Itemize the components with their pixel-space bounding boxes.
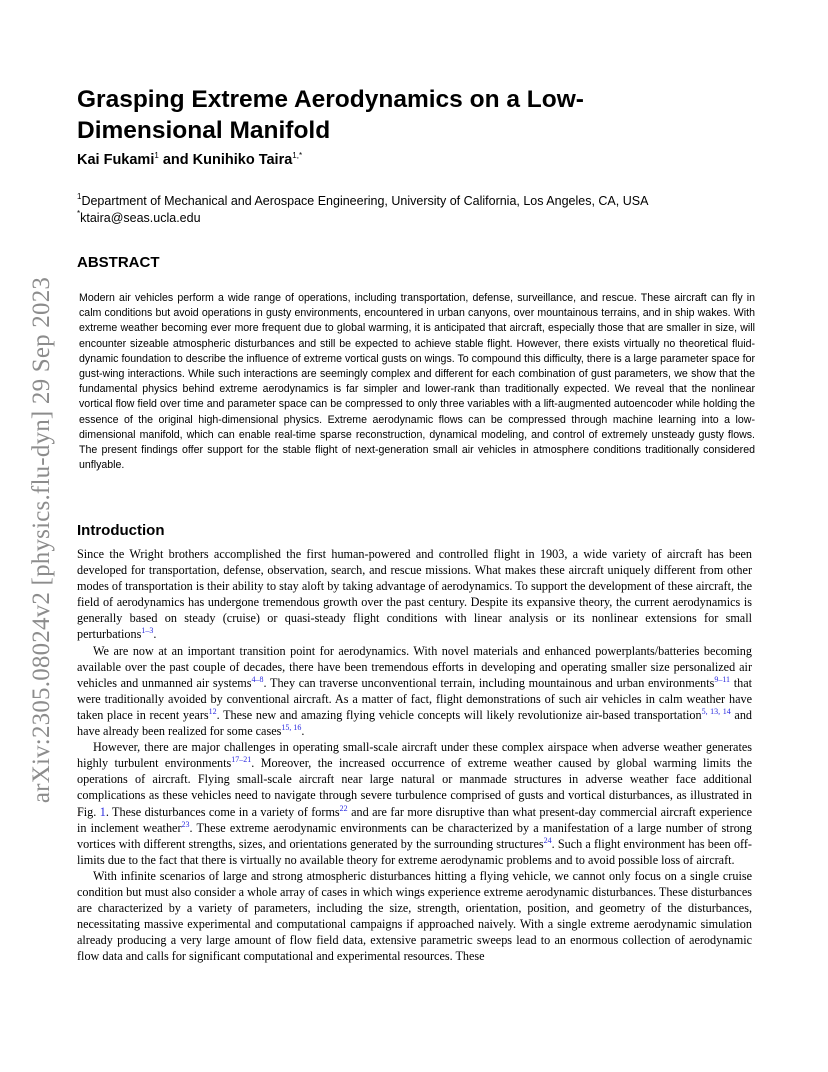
- paragraph: [77, 643, 752, 740]
- author-name: Kunihiko Taira: [192, 152, 293, 168]
- paragraph-text: .: [153, 627, 157, 642]
- affiliation-mark: 1: [77, 192, 82, 201]
- paragraph-text: . Moreover, the increased occurrence of extreme weather caused by global warming limits the operations of aircraft. Flying small-scale aircraft near large natural or manmade structures in adverse weather face additional complications as these vehicles need to navigate through severe turbulence comprised of gusts and vortical disturbances, as illustrated in Fig.: [77, 756, 752, 819]
- citation-link[interactable]: 5, 13, 14: [701, 706, 731, 716]
- paragraph-text: We are now at an important transition point for aerodynamics. With novel materials and enhanced powerplants/batteries becoming available over the past couple of decades, there have been tremendous efforts in developing and operating smaller size personalized air vehicles and unmanned air systems: [77, 643, 752, 690]
- corresponding-mark: *: [77, 209, 81, 218]
- arxiv-sidebar-stamp: [22, 245, 62, 835]
- paragraph-text: With infinite scenarios of large and strong atmospheric disturbances hitting a flying vehicle, we cannot only focus on a single cruise condition but must also consider a whole array of cases in which wings experience extreme aerodynamic disturbances. These disturbances are characterized by a variety of parameters, including the size, strength, orientation, position, and geometry of the disturbances, necessitating massive experimental and computational campaigns if approached naively. With a single extreme aerodynamic simulation already producing a very large amount of flow field data, extensive parametric sweeps lead to an enormous collection of aerodynamic flow data and calls for significant computational and experimental resources. These: [77, 868, 752, 964]
- author-affiliation-mark: 1: [154, 151, 159, 160]
- paragraph-text: .: [301, 724, 305, 739]
- author-name: Kai Fukami: [77, 152, 155, 168]
- citation-link[interactable]: 17–21: [231, 755, 252, 765]
- paragraph-text: . Such a flight environment has been off-limits due to the fact that there is virtually no available theory for extreme aerodynamic problems and to avoid possible loss of aircraft.: [77, 836, 752, 867]
- author-affiliation-mark: 1,*: [292, 151, 303, 160]
- paragraph-text: and are far more disruptive than what present-day commercial aircraft experience in inclement weather: [77, 804, 752, 835]
- citation-link[interactable]: 24: [543, 835, 552, 845]
- author-joiner: and: [158, 152, 193, 168]
- citation-link[interactable]: 22: [339, 803, 348, 813]
- affiliation-text: Department of Mechanical and Aerospace Engineering, University of California, Los Angeles, CA, USA: [81, 194, 649, 208]
- paragraph-text: that were traditionally avoided by conventional aircraft. As a matter of fact, flight demonstrations of such air vehicles in calm weather have taken place in recent years: [77, 675, 753, 722]
- author-list: [77, 152, 302, 168]
- paragraph: [77, 546, 752, 643]
- introduction-heading: Introduction: [77, 522, 165, 539]
- paragraph-text: Since the Wright brothers accomplished the first human-powered and controlled flight in 1903, a wide variety of aircraft has been developed for transportation, defense, observation, search, and rescue missions. What makes these aircraft uniquely different from other modes of transportation is their ability to stay aloft by taking advantage of aerodynamics. To support the development of these aircraft, the field of aerodynamics has undergone tremendous growth over the past century. Despite its expansive theory, the current aerodynamics is generally based on steady (cruise) or quasi-steady flight conditions with linear analysis or its nonlinear extensions for small perturbations: [77, 547, 752, 642]
- paragraph-text: . These disturbances come in a variety of forms: [105, 804, 340, 819]
- affiliation-line: [77, 194, 648, 208]
- introduction-body: [77, 546, 752, 964]
- figure-link[interactable]: 1: [99, 804, 106, 819]
- citation-link[interactable]: 12: [208, 706, 217, 716]
- paragraph-text: and have already been realized for some cases: [77, 707, 753, 739]
- citation-link[interactable]: 15, 16: [281, 723, 302, 733]
- abstract-text: Modern air vehicles perform a wide range of operations, including transportation, defense, surveillance, and rescue. These aircraft can fly in calm conditions but avoid operations in gusty environments, encountered in urban canyons, over mountainous terrains, and in ship wakes. With extreme weather becoming ever more frequent due to global warming, it is anticipated that aircraft, especially those that are smaller in size, will encounter sizeable atmospheric disturbances and still be expected to achieve stable flight. However, there exists virtually no theoretical fluid-dynamic foundation to describe the influence of extreme vortical gusts on wings. To compound this difficulty, there is a large parameter space for gust-wing interactions. While such interactions are seemingly complex and different for each combination of gust parameters, we show that the fundamental physics behind extreme aerodynamics is far simpler and lower-rank than traditionally expected. We reveal that the nonlinear vortical flow field over time and parameter space can be compressed to only three variables with a lift-augmented autoencoder while holding the essence of the original high-dimensional physics. Extreme aerodynamic flows can be compressed through machine learning into a low-dimensional manifold, which can enable real-time sparse reconstruction, dynamical modeling, and control of extremely unsteady gusty flows. The present findings offer support for the stable flight of next-generation small air vehicles in atmosphere conditions traditionally considered unflyable.: [79, 292, 755, 472]
- paragraph-text: . These new and amazing flying vehicle concepts will likely revolutionize air-based transportation: [216, 707, 702, 722]
- arxiv-id-text: arXiv:2305.08024v2 [physics.flu-dyn] 29 Sep 2023: [28, 276, 55, 804]
- paragraph: [77, 739, 752, 868]
- paper-title: Grasping Extreme Aerodynamics on a Low-Dimensional Manifold: [77, 86, 584, 144]
- paragraph-text: However, there are major challenges in operating small-scale aircraft under these complex airspace when adverse weather generates highly turbulent environments: [77, 740, 752, 771]
- citation-link[interactable]: 1–3: [141, 626, 154, 636]
- paragraph-text: . These extreme aerodynamic environments can be characterized by a manifestation of a large number of strong vortices with different strengths, sizes, and orientations generated by the surrounding structures: [77, 820, 752, 851]
- corresponding-email-line: [77, 211, 201, 225]
- citation-link[interactable]: 9–11: [714, 674, 731, 684]
- abstract-heading: ABSTRACT: [77, 254, 160, 271]
- paragraph-text: . They can traverse unconventional terrain, including mountainous and urban environments: [263, 675, 715, 690]
- corresponding-email: ktaira@seas.ucla.edu: [80, 211, 201, 225]
- paragraph: [77, 868, 752, 965]
- citation-link[interactable]: 4–8: [251, 674, 264, 684]
- citation-link[interactable]: 23: [181, 819, 190, 829]
